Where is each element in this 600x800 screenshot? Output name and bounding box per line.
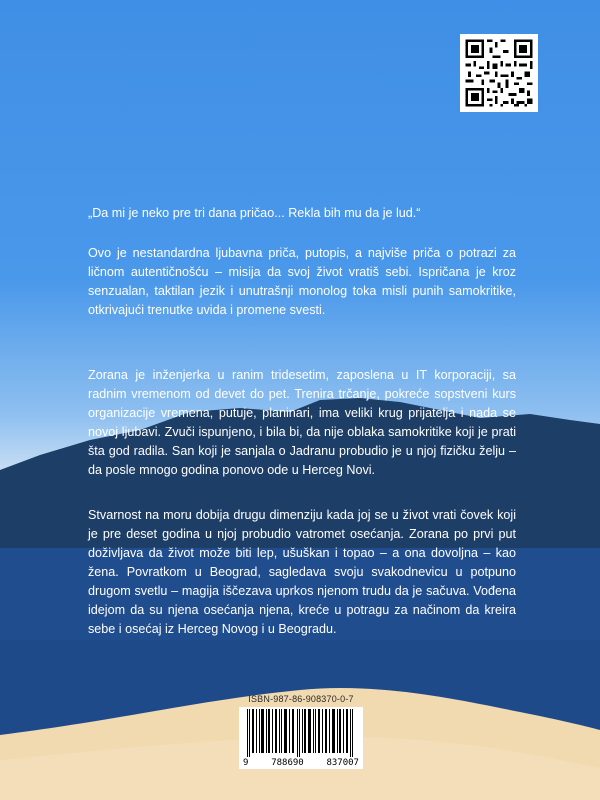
barcode-digits-right: 837007 [326,758,359,768]
blurb-paragraph-1: Ovo je nestandardna ljubavna priča, putopis, a najviše priča o potrazi za ličnom autentičnošću – misija da svoj život vratiš sebi. Ispričana je kroz senzualan, taktilan jezik i unutrašnji monolog toka misli punih samokritike, otkrivajući trenutke uvida i promene svesti. [88,246,516,317]
barcode-digits [239,758,363,768]
blurb-paragraph-2: Zorana je inženjerka u ranim tridesetim, zaposlena u IT korporaciji, sa radnim vremenom od devet do pet. Trenira trčanje, pokreće sopstveni kurs organizacije vremena, putuje, planinari, ima veliki krug prijatelja i nada se novoj ljubavi. Zvuči ispunjeno, i bila bi, da nije oblaka samokritike koji je prati šta god radila. San koji je sanjala o Jadranu probudio je u njoj fizičku želju – da posle mnogo godina ponovo ode u Herceg Novi. [88,368,516,477]
isbn-label: ISBN-987-86-908370-0-7 [248,694,354,704]
barcode-digits-left: 788690 [271,758,304,768]
quote-text: „Da mi je neko pre tri dana pričao... Rekla bih mu da je lud.“ [88,206,421,220]
barcode-icon [239,707,363,769]
barcode-digit-first: 9 [243,758,249,768]
qr-code-icon [460,34,538,112]
blurb-paragraph-3: Stvarnost na moru dobija drugu dimenziju kada joj se u život vrati čovek koji je pre deset godina u njoj probudio vatromet osećanja. Zorana po prvi put doživljava da život može biti lep, ušuškan i topao – a ona dovoljna – kao žena. Povratkom u Beograd, sagledava svoju svakodnevicu u potpuno drugom svetlu – magija iščezava uprkos njenom trudu da je sačuva. Vođena idejom da su njena osećanja njena, kreće u potragu za načinom da kreira sebe i osećaj iz Herceg Novog i u Beogradu. [88,508,516,636]
